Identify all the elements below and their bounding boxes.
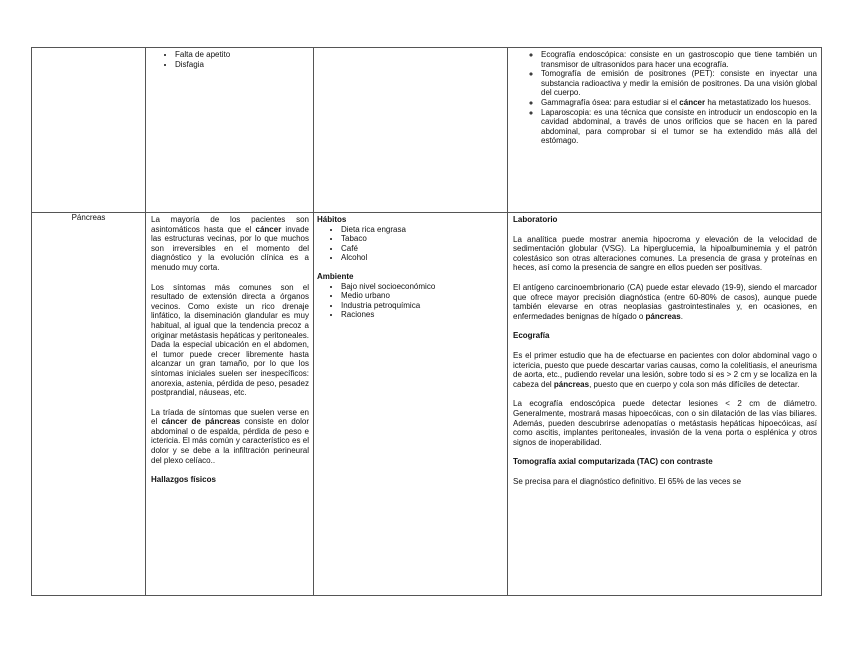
risk-cell [314,213,508,596]
list-item: • Medio urbano [341,291,503,301]
paragraph: Es el primer estudio que ha de efectuarse en pacientes con dolor abdominal vago o ictericia, puesto que puede descartar varias causas, como la colelitiasis, el aneurisma de aorta, etc., pudiendo revelar una lesión, sobre todo si es > 2 cm y se localiza en la cabeza del páncreas, puesto que en cuerpo y cola son más difíciles de detectar. [513,350,817,389]
habits-list [317,225,503,263]
paragraph: La tríada de síntomas que suelen verse en el cáncer de páncreas consiste en dolor abdominal o de espalda, pérdida de peso e ictericia. El más común y característico es el dolor y se debe a la infiltración perineural del plexo celíaco.. [151,407,310,465]
list-item: • Raciones [341,310,503,320]
organ-cell-empty [32,48,146,213]
list-item: • Bajo nivel socioeconómico [341,282,503,292]
section-heading: Hábitos [317,215,347,224]
diagnosis-cell [508,213,822,596]
symptom-list [151,50,309,69]
paragraph: Los síntomas más comunes son el resultado de extensión directa a órganos vecinos. Como existe un rico drenaje linfático, la diseminación glandular es muy habitual, al igual que la tendencia precoz a originar metástasis hepáticas y peritoneales. Dada la especial ubicación en el abdomen, el tumor puede crecer libremente hasta alcanzar un gran tamaño, por lo que los síntomas iniciales suelen ser inespecíficos: anorexia, astenia, pérdida de peso, pesadez postprandial, náuseas, etc. [151,282,309,398]
organ-label: Páncreas [71,213,106,222]
list-item: • Falta de apetito [175,50,309,60]
organ-cell [32,213,146,596]
diagnosis-cell [508,48,822,213]
list-item: ◦ Tomografía de emisión de positrones (PET): consiste en inyectar una substancia radioactiva y medir la emisión de positrones. Da una visión global del cuerpo. [541,69,817,98]
environment-list [317,282,503,320]
list-item: • Tabaco [341,234,503,244]
clinical-cell [146,48,314,213]
table-row [32,213,822,596]
paragraph: El antígeno carcinoembrionario (CA) puede estar elevado (19-9), siendo el marcador que ofrece mayor precisión diagnóstica (entre 60-80% de casos), aunque puede también elevarse en otras neoplasias gastrointestinales y, en ocasiones, en enfermedades benignas de hígado o páncreas. [513,282,817,321]
list-item: ◦ Gammagrafía ósea: para estudiar si el cáncer ha metastatizado los huesos. [541,98,817,108]
paragraph: La ecografía endoscópica puede detectar lesiones < 2 cm de diámetro. Generalmente, mostrará masas hipoecóicas, con o sin dilatación de las vías biliares. Además, pueden descubrirse adenopatías o metástasis hepáticas hipoecóicas, así como ascitis, implantes peritoneales, invasión de la vena porta o esplénica y otros signos de inoperabilidad. [513,399,817,447]
table-row [32,48,822,213]
section-heading: Laboratorio [513,215,558,224]
list-item: • Dieta rica engrasa [341,225,503,235]
paragraph: La analítica puede mostrar anemia hipocroma y elevación de la velocidad de sedimentación globular (VSG). La hiperglucemia, la hipoalbuminemia y el patrón colestásico son otras alteraciones comunes. La presencia de grasa y proteínas en heces, así como la presencia de sangre en ellos pueden ser positivas. [513,234,817,273]
list-item: ◦ Laparoscopia: es una técnica que consiste en introducir un endoscopio en la cavidad abdominal, a través de unos orificios que se hacen en la pared abdominal, para comprobar si el tumor se ha extendido más allá del estómago. [541,108,817,146]
section-heading: Ambiente [317,271,354,281]
list-item: • Alcohol [341,253,503,263]
list-item: • Café [341,244,503,254]
diagnostic-list [513,50,817,146]
risk-cell-empty [314,48,508,213]
paragraph: La mayoría de los pacientes son asintomáticos hasta que el cáncer invade las estructuras vecinas, por lo que muchos son irreversibles en el momento del diagnóstico y la evolución clínica es a menudo muy corta. [151,215,309,272]
clinical-cell [146,213,314,596]
medical-table [31,47,822,596]
list-item: • Disfagia [175,60,309,70]
paragraph: Se precisa para el diagnóstico definitivo. El 65% de las veces se [513,476,742,486]
section-heading: Tomografía axial computarizada (TAC) con contraste [513,457,713,467]
section-heading: Ecografía [513,331,550,341]
list-item: • Industria petroquímica [341,301,503,311]
section-heading: Hallazgos físicos [151,475,216,485]
list-item: ◦ Ecografía endoscópica: consiste en un gastroscopio que tiene también un transmisor de ultrasonidos para hacer una ecografía. [541,50,817,69]
